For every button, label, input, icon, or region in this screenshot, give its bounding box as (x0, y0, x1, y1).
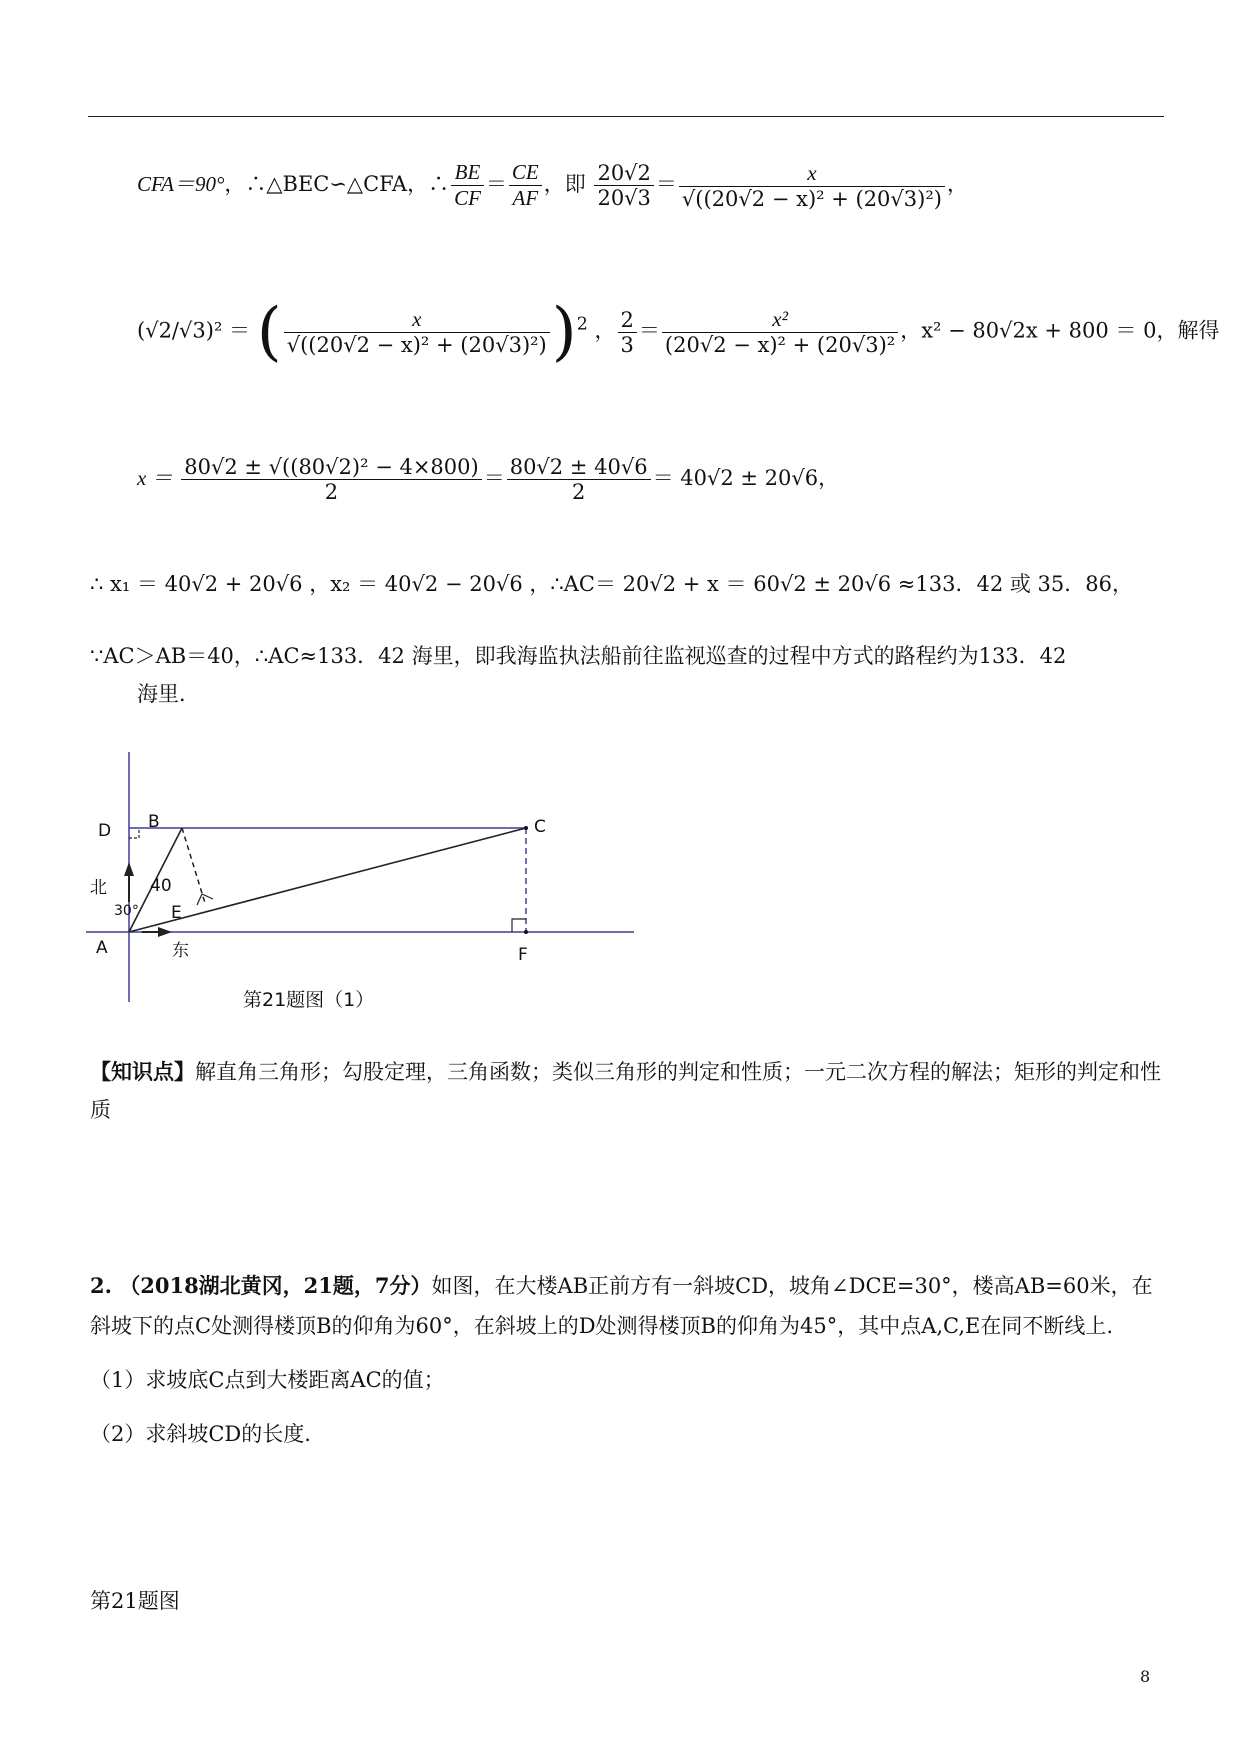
right-angle-e (197, 894, 213, 905)
simplified-fraction: $\frac{80√2 \pm 40√6}{2}$ (507, 455, 651, 504)
square-exponent: 2 (576, 314, 588, 335)
angle-statement: CFA＝90° (137, 172, 225, 196)
root-result: ＝ 40√2 ± 20√6， (652, 466, 840, 490)
fraction-be-cf: $\frac{BE}{CF}$ (451, 160, 484, 211)
label-40: 40 (150, 876, 172, 896)
quadratic-equation: ，x² − 80√2x + 800 ＝ 0，解得 (900, 318, 1220, 343)
fraction-ratio-rhs: $\frac{x}{\text{√((20√2 − x)² + (20√3)²)}}$ (679, 161, 945, 211)
fraction-ratio-lhs: $\frac{20√2}{20√3}$ (594, 161, 653, 210)
label-angle-30: 30° (114, 903, 139, 919)
east-arrow-head (158, 927, 172, 937)
diagram-caption: 第21题图（1） (243, 989, 375, 1011)
math-line-2: (√2/√3)² ＝ ( $\frac{x}{\text{√((20√2 − x)² + (20√3)²)}}$ )$^2$ ， $\frac{2}{3}$ ＝ $\frac{\text{x²}}{\text{(20√2 − x)² + (20√3)²}}$ ，x² − 80√2x + 800 ＝ 0，解得 (137, 295, 1220, 369)
label-a: A (96, 938, 108, 958)
geometry-diagram (86, 752, 646, 1012)
math-line-4: ∴ x₁ ＝ 40√2 + 20√6 ，x₂ ＝ 40√2 − 20√6 ，∴AC＝ 20√2 + x ＝ 60√2 ± 20√6 ≈133．42 或 35．86， (90, 572, 1133, 596)
quadratic-formula-fraction: $\frac{\text{80√2 ± √((80√2)² − 4×800)}}{2}$ (181, 455, 481, 504)
conclusion-line-cont: 海里． (137, 682, 200, 706)
fraction-two-thirds: $\frac{2}{3}$ (618, 308, 637, 357)
math-line-3: x ＝ $\frac{\text{80√2 ± √((80√2)² − 4×800)}}{2}$ ＝ $\frac{80√2 \pm 40√6}{2}$ ＝ 40√2 ± 20√6， (137, 455, 840, 504)
label-east: 东 (172, 941, 189, 961)
figure-reference: 第21题图 (90, 1589, 180, 1613)
question-2-head: 2. （2018湖北黄冈，21题，7分） (90, 1273, 432, 1298)
question-2-part-1: （1）求坡底C点到大楼距离AC的值； (90, 1368, 445, 1392)
ji-text: ，即 (543, 172, 586, 196)
question-2-part-2: （2）求斜坡CD的长度. (90, 1422, 311, 1446)
similar-statement: ，∴△BEC∽△CFA，∴ (224, 172, 450, 196)
lhs-square: (√2/√3)² ＝ (137, 318, 251, 343)
segment-be (182, 828, 205, 903)
label-d: D (98, 821, 112, 841)
knowledge-point (90, 1053, 1170, 1129)
label-f: F (518, 945, 528, 965)
label-e: E (171, 903, 182, 923)
question-2 (90, 1266, 1170, 1454)
north-arrow-head (124, 862, 134, 876)
label-north: 北 (90, 878, 107, 898)
knowledge-text: 解直角三角形；勾股定理，三角函数；类似三角形的判定和性质；一元二次方程的解法；矩形的判定和性质 (90, 1060, 1161, 1122)
conclusion-line: ∵AC＞AB＝40，∴AC≈133．42 海里，即我海监执法船前往监视巡查的过程中方式的路程约为133．42 (90, 644, 1067, 668)
knowledge-tag: 【知识点】 (90, 1059, 195, 1084)
segment-ac (129, 828, 526, 932)
question-2-text: 如图，在大楼AB正前方有一斜坡CD，坡角∠DCE=30°，楼高AB=60米，在斜坡下的点C处测得楼顶B的仰角为60°，在斜坡上的D处测得楼顶B的仰角为45°，其中点A,C,E在同不断线上. (90, 1274, 1153, 1338)
right-angle-d (129, 828, 139, 838)
label-b: B (148, 812, 160, 832)
x-equals: x ＝ (137, 466, 173, 490)
fraction-x-over-root: $\frac{x}{\text{√((20√2 − x)² + (20√3)²)}}$ (284, 307, 550, 357)
header-rule (88, 116, 1164, 117)
label-c: C (534, 817, 546, 837)
math-line-1: CFA＝90°，∴△BEC∽△CFA，∴ $\frac{BE}{CF}$ ＝ $\frac{CE}{AF}$ ，即 $\frac{20√2}{20√3}$ ＝ $\frac{x}{\text{√((20√2 − x)² + (20√3)²)}}$ ， (137, 160, 968, 211)
fraction-ce-af: $\frac{CE}{AF}$ (509, 160, 542, 211)
right-angle-f (512, 919, 526, 932)
fraction-x-squared: $\frac{\text{x²}}{\text{(20√2 − x)² + (20√3)²}}$ (662, 307, 898, 357)
page-number: 8 (1140, 1667, 1151, 1686)
